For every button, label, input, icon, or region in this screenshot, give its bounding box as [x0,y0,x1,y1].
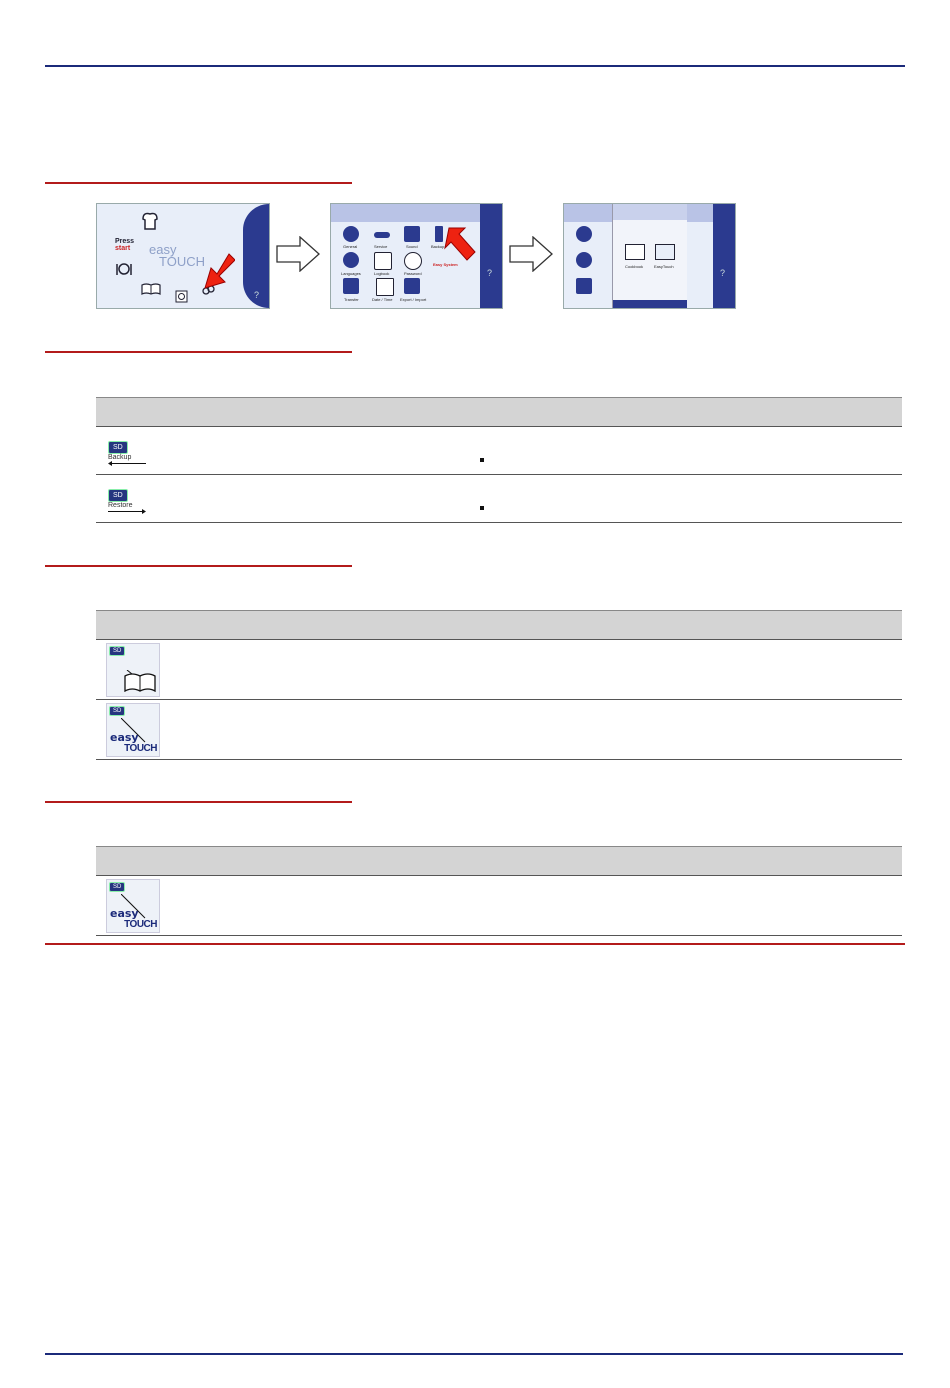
easy-logo-text: easy [110,906,139,920]
flow-arrow-icon [276,236,320,272]
section-rule-4 [45,801,352,803]
restore-label: Restore [108,501,133,509]
sd-card-icon: SD [109,882,125,892]
gear-icon [576,226,592,242]
transfer-icon [576,278,592,294]
restore-button[interactable] [108,484,233,514]
icon-cell [96,427,233,475]
sd-card-icon: SD [109,706,125,716]
menu-item-easy-system[interactable]: Easy System [433,262,458,267]
table-row [96,700,902,760]
screenshot-home [96,203,270,309]
speaker-icon[interactable] [404,226,420,242]
icon-cell [96,640,233,700]
restore-target-table [96,846,902,936]
cookbook-backup-button[interactable] [106,643,160,697]
backup-dialog [612,204,687,308]
cycle-icon [175,290,188,303]
menu-item-languages: Languages [341,271,361,276]
menu-item-general: General [343,244,358,249]
press-start-label[interactable]: Press start [115,238,135,252]
table-row [96,640,902,700]
calendar-icon[interactable] [376,278,394,296]
plate-icon [115,262,133,276]
arrow-left-icon [108,461,146,466]
header-cell [462,847,902,876]
backup-label: Backup [108,453,132,461]
side-panel [713,204,735,308]
menu-item-logbook: Logbook [374,271,390,276]
touch-logo-text: TOUCH [124,918,157,930]
bullet [480,506,484,510]
notes-cell [462,475,902,523]
menu-item-transfer: Transfer [344,297,359,302]
table-row [96,475,902,523]
header-cell [233,611,462,640]
icon-cell [96,876,233,936]
gear-icon[interactable] [343,226,359,242]
transfer-icon[interactable] [343,278,359,294]
dialog-footer [613,300,687,308]
menu-item-export-import: Export / Import [400,297,427,302]
table-header [96,398,902,427]
sd-card-icon: SD [108,489,128,502]
table-header [96,611,902,640]
table-row [96,427,902,475]
description-cell [233,640,462,700]
header-cell [96,847,233,876]
header-cell [462,611,902,640]
pointer-arrow-icon [201,252,235,290]
globe-icon[interactable] [343,252,359,268]
help-icon[interactable]: ? [720,268,726,278]
easytouch-backup-button[interactable] [106,703,160,757]
description-cell [233,700,462,760]
dialog-item-cookbook: Cookbook [625,264,644,269]
screenshot-backup-dialog [563,203,736,309]
icon-cell [96,700,233,760]
brand-touch: TOUCH [159,254,205,269]
icon-cell [96,475,233,523]
book-icon [141,283,161,295]
dialog-header [613,204,687,220]
header-cell [96,398,233,427]
menu-item-backup: Backup [431,244,445,249]
menu-item-date-time: Date / Time [372,297,393,302]
touch-logo-text: TOUCH [124,742,157,754]
sd-card-icon: SD [108,441,128,454]
bullet [480,458,484,462]
table-header [96,847,902,876]
section-rule-2 [45,351,352,353]
easy-logo-text: easy [110,730,139,744]
cookbook-button[interactable] [625,244,645,260]
notes-cell [462,427,902,475]
description-cell [233,427,462,475]
export-import-icon[interactable] [404,278,420,294]
chef-hat-icon [139,210,161,232]
screenshot-service-menu [330,203,503,309]
menu-item-password: Password [404,271,422,276]
backup-restore-table [96,397,902,523]
notes-cell [462,640,902,700]
transfer-arrows-icon[interactable] [435,226,443,242]
logbook-icon[interactable] [374,252,392,270]
flow-arrow-icon [509,236,553,272]
top-bar [331,204,502,222]
backup-button[interactable] [108,436,233,466]
menu-item-sound: Sound [406,244,418,249]
description-cell [233,475,462,523]
side-panel [480,204,502,308]
section-rule-3 [45,565,352,567]
table-row [96,876,902,936]
menu-item-service: Service [374,244,388,249]
header-cell [233,398,462,427]
help-icon[interactable]: ? [487,268,493,278]
header-cell [462,398,902,427]
help-icon[interactable]: ? [254,290,260,300]
wrench-icon[interactable] [374,232,390,238]
dialog-item-easytouch: EasyTouch [654,264,674,269]
book-icon [123,670,157,692]
notes-cell [462,700,902,760]
sd-card-icon: SD [109,646,125,656]
footer-rule [45,1353,903,1355]
easytouch-button[interactable] [655,244,675,260]
key-icon[interactable] [404,252,422,270]
backup-target-table [96,610,902,760]
arrow-right-icon [108,509,146,514]
header-cell [96,611,233,640]
header-cell [233,847,462,876]
description-cell [233,876,462,936]
globe-icon [576,252,592,268]
brand-easy: easy [149,242,177,257]
pointer-arrow-icon [443,226,477,262]
notes-cell [462,876,902,936]
section-end-rule [45,943,905,945]
section-rule-1 [45,182,352,184]
easytouch-restore-button[interactable] [106,879,160,933]
header-rule [45,65,905,67]
